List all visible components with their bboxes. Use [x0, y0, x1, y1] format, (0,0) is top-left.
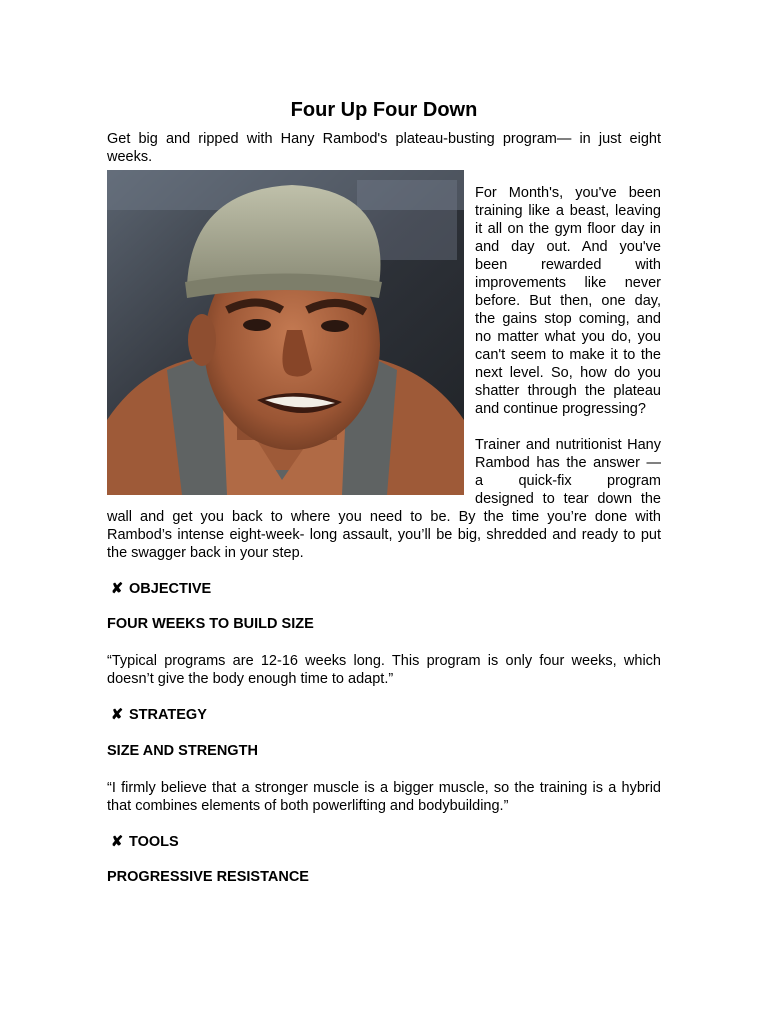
section-subheading: FOUR WEEKS TO BUILD SIZE — [107, 616, 314, 632]
section-heading-tools: ✘ TOOLS — [111, 834, 179, 850]
section-heading-objective: ✘ OBJECTIVE — [111, 581, 212, 597]
intro-text: Get big and ripped with Hany Rambod's plateau-busting program— in just eight weeks. — [107, 131, 661, 165]
cross-bullet-icon: ✘ — [111, 707, 124, 723]
portrait-illustration — [107, 170, 464, 495]
document-page — [107, 96, 661, 886]
section-quote: “I firmly believe that a stronger muscle is a bigger muscle, so the training is a hybrid that combines elements of both powerlifting and bodybuilding.” — [107, 780, 661, 814]
section-heading-strategy: ✘ STRATEGY — [111, 707, 207, 723]
page-title: Four Up Four Down — [290, 99, 478, 121]
section-subheading: SIZE AND STRENGTH — [107, 743, 258, 759]
section-quote: “Typical programs are 12-16 weeks long. This program is only four weeks, which doesn’t give the body enough time to adapt.” — [107, 653, 661, 687]
portrait-photo — [107, 170, 464, 495]
cross-bullet-icon: ✘ — [111, 834, 124, 850]
cross-bullet-icon: ✘ — [111, 581, 124, 597]
paragraph-2: Trainer and nutritionist Hany Rambod has the answer — a quick-fix program designed to tear down the wall and get you back to where you need to be. By the time you’re done with Rambod’s intense eight-week- long assault, you’ll be big, shredded and ready to put the swagger back in your step. — [107, 437, 661, 561]
paragraph-1: For Month's, you've been training like a beast, leaving it all on the gym floor day in and day out. And you've been rewarded with improvements like never before. But then, one day, the gains stop coming, and no matter what you do, you can't seem to make it to the next level. So, how do you shatter through the plateau and continue progressing? — [475, 185, 661, 417]
section-subheading: PROGRESSIVE RESISTANCE — [107, 869, 309, 885]
